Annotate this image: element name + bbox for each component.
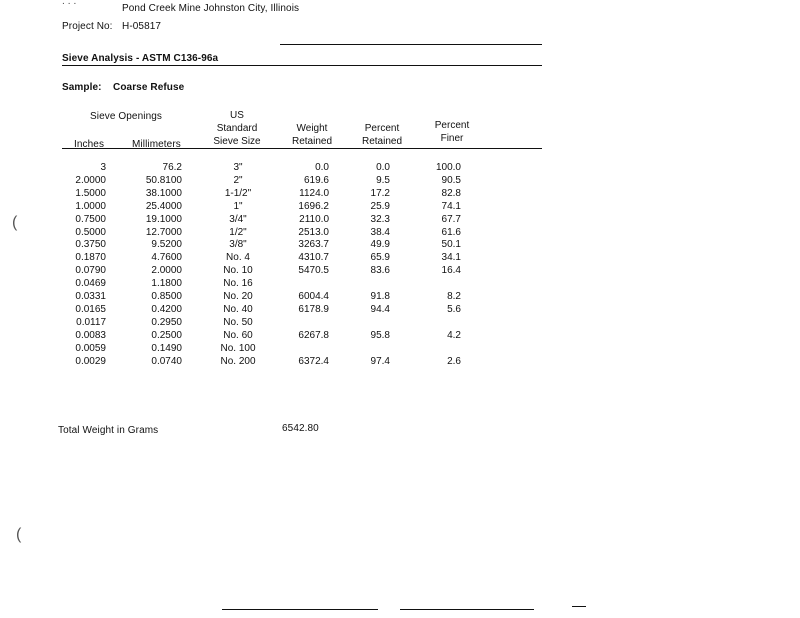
sieve-size-cell: No. 100 [220, 342, 256, 354]
millimeters-cell: 19.1000 [145, 213, 182, 225]
percent-retained-cell: 32.3 [370, 213, 390, 225]
percent-retained-cell: 97.4 [370, 355, 390, 367]
top-left-mark: . . . [62, 0, 77, 7]
project-label: Project No: [62, 21, 113, 32]
inches-cell: 0.0469 [75, 278, 106, 290]
sieve-size-cell: No. 16 [223, 278, 253, 290]
punch-hole-mark: ( [12, 214, 18, 231]
us-sieve-size-header: US Standard Sieve Size [213, 110, 261, 147]
percent-retained-cell: 83.6 [370, 265, 390, 277]
inches-cell: 0.0059 [75, 342, 106, 354]
millimeters-cell: 25.4000 [145, 200, 182, 212]
millimeters-cell: 76.2 [162, 162, 182, 173]
weight-retained-cell: 0.0 [315, 162, 329, 173]
percent-retained-cell: 9.5 [376, 174, 390, 186]
percent-finer-cell: 34.1 [441, 252, 461, 264]
sieve-size-cell: 1-1/2" [224, 187, 252, 199]
inches-cell: 0.0083 [75, 329, 106, 341]
millimeters-cell: 0.2950 [151, 316, 182, 328]
inches-cell: 0.5000 [75, 226, 106, 238]
millimeters-cell: 12.7000 [145, 226, 182, 238]
total-weight-label: Total Weight in Grams [58, 425, 159, 436]
percent-finer-cell: 4.2 [447, 329, 461, 341]
percent-retained-cell: 49.9 [370, 239, 390, 251]
percent-finer-cell: 82.8 [441, 187, 461, 199]
percent-retained-cell: 0.0 [376, 162, 390, 173]
percent-retained-cell: 94.4 [370, 303, 390, 315]
percent-retained-cell: 38.4 [370, 226, 390, 238]
sample-value: Coarse Refuse [113, 82, 185, 93]
percent-finer-cell: 67.7 [441, 213, 461, 225]
percent-retained-cell: 65.9 [370, 252, 390, 264]
millimeters-cell: 1.1800 [151, 278, 182, 290]
weight-retained-cell: 6178.9 [298, 303, 329, 315]
inches-cell: 0.0029 [75, 355, 106, 367]
inches-cell: 0.0790 [75, 265, 106, 277]
inches-header: Inches [74, 139, 105, 150]
weight-retained-cell: 1696.2 [298, 200, 329, 212]
header-rule-top [280, 44, 542, 45]
weight-retained-cell: 5470.5 [298, 265, 329, 277]
weight-retained-cell: 2110.0 [299, 213, 329, 225]
weight-retained-cell: 3263.7 [298, 239, 329, 251]
millimeters-cell: 38.1000 [145, 187, 182, 199]
millimeters-cell: 50.8100 [145, 174, 182, 186]
inches-cell: 2.0000 [75, 174, 106, 186]
percent-finer-cell: 5.6 [447, 303, 461, 315]
inches-cell: 0.0117 [76, 316, 106, 328]
sieve-size-cell: 1" [233, 200, 243, 212]
sieve-size-cell: 1/2" [229, 226, 247, 238]
section-title: Sieve Analysis - ASTM C136-96a [62, 53, 219, 64]
sieve-size-cell: No. 200 [220, 355, 256, 367]
percent-finer-cell: 90.5 [441, 174, 461, 186]
inches-cell: 0.0165 [75, 303, 106, 315]
percent-retained-cell: 91.8 [370, 291, 390, 302]
sieve-size-cell: No. 50 [223, 316, 253, 328]
inches-cell: 1.0000 [75, 200, 106, 212]
sieve-size-cell: No. 20 [223, 291, 253, 302]
millimeters-cell: 0.1490 [151, 342, 182, 354]
percent-finer-cell: 2.6 [447, 355, 461, 367]
sieve-size-cell: No. 10 [223, 265, 253, 277]
sieve-size-cell: 3/8" [229, 239, 247, 251]
weight-retained-header: Weight Retained [291, 123, 333, 147]
percent-finer-header: Percent Finer [434, 120, 470, 144]
weight-retained-cell: 619.6 [303, 174, 329, 186]
percent-retained-cell: 25.9 [370, 200, 390, 212]
site-title: Pond Creek Mine Johnston City, Illinois [122, 3, 300, 14]
millimeters-cell: 0.8500 [151, 291, 182, 302]
percent-finer-cell: 8.2 [447, 291, 461, 302]
inches-cell: 0.3750 [75, 239, 106, 251]
percent-retained-header: Percent Retained [361, 123, 403, 147]
sieve-size-cell: 3" [233, 162, 243, 173]
sieve-size-cell: 2" [233, 174, 243, 186]
percent-retained-cell: 95.8 [370, 329, 390, 341]
percent-finer-cell: 50.1 [441, 239, 461, 251]
inches-cell: 1.5000 [75, 187, 106, 199]
section-title-rule [62, 65, 542, 66]
sieve-size-cell: No. 40 [223, 303, 253, 315]
sieve-size-cell: No. 4 [226, 252, 250, 264]
weight-retained-cell: 2513.0 [298, 226, 329, 238]
inches-cell: 3 [100, 162, 106, 173]
footer-rule [572, 606, 586, 607]
millimeters-header: Millimeters [132, 139, 181, 150]
punch-hole-mark: ( [16, 526, 22, 543]
millimeters-cell: 4.7600 [151, 252, 182, 264]
percent-finer-cell: 16.4 [441, 265, 461, 277]
weight-retained-cell: 1124.0 [299, 187, 329, 199]
inches-cell: 0.1870 [75, 252, 106, 264]
table-header-rule [62, 148, 542, 149]
millimeters-cell: 2.0000 [151, 265, 182, 277]
sieve-size-cell: 3/4" [229, 213, 247, 225]
weight-retained-cell: 6267.8 [298, 329, 329, 341]
weight-retained-cell: 6372.4 [298, 355, 329, 367]
total-weight-value: 6542.80 [282, 423, 319, 434]
weight-retained-cell: 4310.7 [298, 252, 329, 264]
percent-finer-cell: 61.6 [441, 226, 461, 238]
percent-retained-cell: 17.2 [370, 187, 390, 199]
inches-cell: 0.0331 [75, 291, 106, 302]
percent-finer-cell: 74.1 [441, 200, 461, 212]
percent-finer-cell: 100.0 [435, 162, 461, 173]
sample-label: Sample: [62, 82, 102, 93]
footer-rule [222, 609, 378, 610]
weight-retained-cell: 6004.4 [298, 291, 329, 302]
footer-rule [400, 609, 534, 610]
millimeters-cell: 9.5200 [151, 239, 182, 251]
millimeters-cell: 0.0740 [151, 355, 182, 367]
sieve-size-cell: No. 60 [223, 329, 253, 341]
millimeters-cell: 0.4200 [151, 303, 182, 315]
millimeters-cell: 0.2500 [151, 329, 182, 341]
inches-cell: 0.7500 [75, 213, 106, 225]
project-number: H-05817 [122, 21, 162, 32]
sieve-openings-header: Sieve Openings [90, 111, 163, 122]
